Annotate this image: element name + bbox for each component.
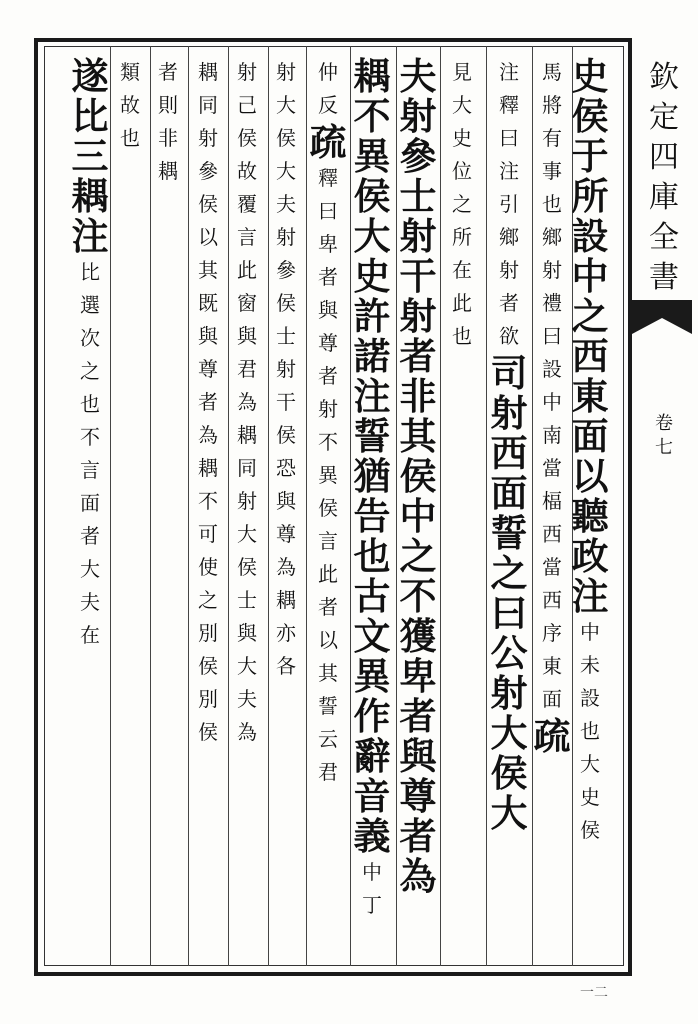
text-char: 注 — [353, 374, 391, 418]
text-char: 大 — [237, 522, 257, 546]
text-char: 其 — [318, 661, 338, 685]
text-column — [234, 56, 260, 749]
text-char: 大 — [580, 752, 600, 776]
text-column — [352, 56, 392, 922]
text-char: 疏 — [309, 120, 347, 164]
text-char: 異 — [353, 134, 391, 178]
text-char: 者 — [399, 694, 437, 738]
text-char: 也 — [580, 719, 600, 743]
text-char: 有 — [542, 126, 562, 150]
text-char: 聽 — [571, 494, 609, 538]
text-char: 同 — [237, 456, 257, 480]
column-rule — [150, 46, 151, 966]
text-char: 大 — [276, 159, 296, 183]
text-char: 者 — [499, 291, 519, 315]
text-char: 窗 — [237, 291, 257, 315]
text-char: 于 — [571, 134, 609, 178]
text-char: 序 — [542, 621, 562, 645]
text-char: 士 — [399, 174, 437, 218]
text-char: 言 — [237, 225, 257, 249]
text-char: 釋 — [499, 93, 519, 117]
title-char: 欽 — [649, 60, 679, 95]
text-char: 射 — [276, 225, 296, 249]
text-char: 注 — [571, 574, 609, 618]
column-rule — [350, 46, 351, 966]
column-rule — [532, 46, 533, 966]
text-char: 參 — [198, 159, 218, 183]
text-char: 侯 — [237, 555, 257, 579]
text-char: 射 — [318, 397, 338, 421]
text-char: 大 — [490, 791, 528, 835]
text-char: 干 — [399, 254, 437, 298]
text-char: 告 — [353, 494, 391, 538]
text-char: 之 — [571, 294, 609, 338]
text-char: 此 — [237, 258, 257, 282]
title-char: 書 — [649, 260, 679, 295]
text-char: 疏 — [533, 714, 571, 758]
text-char: 不 — [80, 425, 100, 449]
text-char: 大 — [452, 93, 472, 117]
text-char: 在 — [452, 258, 472, 282]
text-char: 夫 — [276, 192, 296, 216]
juan-label — [644, 412, 684, 460]
text-column — [155, 56, 181, 188]
text-char: 鄉 — [542, 225, 562, 249]
text-char: 選 — [80, 293, 100, 317]
text-char: 射 — [490, 671, 528, 715]
text-char: 參 — [399, 134, 437, 178]
text-char: 侯 — [318, 496, 338, 520]
text-char: 欲 — [499, 324, 519, 348]
text-char: 之 — [80, 359, 100, 383]
text-char: 夫 — [80, 590, 100, 614]
text-char: 東 — [571, 374, 609, 418]
text-char: 大 — [237, 654, 257, 678]
text-char: 卑 — [318, 232, 338, 256]
text-char: 史 — [452, 126, 472, 150]
text-char: 釋 — [318, 166, 338, 190]
text-char: 當 — [542, 555, 562, 579]
text-char: 大 — [353, 214, 391, 258]
text-char: 別 — [198, 687, 218, 711]
text-char: 士 — [276, 324, 296, 348]
text-char: 曰 — [490, 591, 528, 635]
text-char: 侯 — [276, 423, 296, 447]
text-char: 之 — [198, 588, 218, 612]
text-char: 與 — [198, 324, 218, 348]
left-margin-marks — [6, 60, 26, 960]
text-char: 其 — [198, 258, 218, 282]
text-char: 可 — [198, 522, 218, 546]
text-char: 西 — [542, 522, 562, 546]
text-char: 曰 — [318, 199, 338, 223]
text-char: 夫 — [237, 687, 257, 711]
text-char: 之 — [490, 551, 528, 595]
column-rule — [268, 46, 269, 966]
text-char: 誓 — [490, 511, 528, 555]
text-char: 不 — [353, 94, 391, 138]
text-char: 其 — [399, 414, 437, 458]
text-char: 之 — [399, 534, 437, 578]
text-char: 引 — [499, 192, 519, 216]
text-char: 參 — [276, 258, 296, 282]
text-char: 射 — [276, 60, 296, 84]
text-char: 射 — [276, 357, 296, 381]
text-char: 公 — [490, 631, 528, 675]
text-char: 使 — [198, 555, 218, 579]
text-char: 君 — [318, 760, 338, 784]
text-char: 未 — [580, 653, 600, 677]
text-char: 面 — [490, 471, 528, 515]
text-char: 侯 — [198, 720, 218, 744]
text-char: 射 — [198, 126, 218, 150]
text-column — [533, 56, 571, 758]
text-char: 耦 — [71, 174, 109, 218]
text-char: 將 — [542, 93, 562, 117]
text-column — [195, 56, 221, 749]
text-char: 同 — [198, 93, 218, 117]
text-char: 也 — [452, 324, 472, 348]
text-char: 耦 — [198, 456, 218, 480]
text-char: 射 — [237, 60, 257, 84]
text-char: 尊 — [318, 331, 338, 355]
text-char: 異 — [353, 654, 391, 698]
text-char: 者 — [318, 595, 338, 619]
text-char: 侯 — [399, 454, 437, 498]
text-char: 西 — [490, 431, 528, 475]
text-char: 曰 — [499, 126, 519, 150]
text-char: 夫 — [399, 54, 437, 98]
book-title — [642, 58, 686, 298]
text-char: 此 — [452, 291, 472, 315]
text-char: 與 — [399, 734, 437, 778]
text-char: 侯 — [198, 192, 218, 216]
text-column — [117, 56, 143, 155]
text-char: 曰 — [542, 324, 562, 348]
text-char: 不 — [198, 489, 218, 513]
text-char: 之 — [452, 192, 472, 216]
text-char: 耦 — [158, 159, 178, 183]
text-char: 辭 — [353, 734, 391, 778]
juan-char: 七 — [655, 437, 673, 458]
text-char: 大 — [80, 557, 100, 581]
text-char: 設 — [580, 686, 600, 710]
text-char: 也 — [542, 192, 562, 216]
text-char: 者 — [318, 364, 338, 388]
text-char: 音 — [353, 774, 391, 818]
text-char: 故 — [120, 93, 140, 117]
text-char: 射 — [499, 258, 519, 282]
text-char: 西 — [542, 588, 562, 612]
text-char: 中 — [542, 390, 562, 414]
text-char: 各 — [276, 654, 296, 678]
text-char: 史 — [353, 254, 391, 298]
column-rule — [110, 46, 111, 966]
text-char: 設 — [571, 214, 609, 258]
text-char: 卑 — [399, 654, 437, 698]
text-char: 為 — [237, 720, 257, 744]
text-char: 注 — [499, 159, 519, 183]
text-char: 尊 — [198, 357, 218, 381]
fish-tail-icon — [632, 300, 692, 334]
text-char: 射 — [399, 214, 437, 258]
text-char: 干 — [276, 390, 296, 414]
text-char: 言 — [80, 458, 100, 482]
text-char: 者 — [399, 814, 437, 858]
text-char: 比 — [80, 260, 100, 284]
text-char: 類 — [120, 60, 140, 84]
text-char: 射 — [490, 391, 528, 435]
text-char: 射 — [542, 258, 562, 282]
text-char: 三 — [71, 134, 109, 178]
text-char: 射 — [399, 294, 437, 338]
text-char: 侯 — [237, 126, 257, 150]
text-column — [449, 56, 475, 353]
text-char: 作 — [353, 694, 391, 738]
text-column — [70, 56, 110, 652]
column-rule — [486, 46, 487, 966]
text-char: 為 — [198, 423, 218, 447]
text-char: 以 — [318, 628, 338, 652]
text-char: 侯 — [276, 291, 296, 315]
text-char: 此 — [318, 562, 338, 586]
text-char: 注 — [499, 60, 519, 84]
text-char: 為 — [399, 854, 437, 898]
text-char: 耦 — [198, 60, 218, 84]
text-char: 諾 — [353, 334, 391, 378]
text-char: 史 — [580, 785, 600, 809]
text-column — [309, 56, 347, 789]
juan-char: 卷 — [655, 413, 673, 434]
text-char: 獲 — [399, 614, 437, 658]
text-column — [273, 56, 299, 683]
text-char: 丁 — [362, 893, 382, 917]
text-char: 者 — [158, 60, 178, 84]
text-char: 尊 — [276, 522, 296, 546]
text-char: 侯 — [198, 654, 218, 678]
text-char: 射 — [399, 94, 437, 138]
text-char: 則 — [158, 93, 178, 117]
text-char: 史 — [571, 54, 609, 98]
title-char: 全 — [649, 220, 679, 255]
text-char: 誓 — [318, 694, 338, 718]
text-char: 遂 — [71, 54, 109, 98]
text-char: 所 — [452, 225, 472, 249]
text-char: 尊 — [399, 774, 437, 818]
text-char: 南 — [542, 423, 562, 447]
text-char: 反 — [318, 93, 338, 117]
text-char: 侯 — [580, 818, 600, 842]
text-char: 云 — [318, 727, 338, 751]
text-char: 射 — [237, 489, 257, 513]
column-rule — [306, 46, 307, 966]
text-char: 也 — [120, 126, 140, 150]
text-char: 別 — [198, 621, 218, 645]
text-char: 覆 — [237, 192, 257, 216]
text-char: 者 — [80, 524, 100, 548]
text-char: 亦 — [276, 621, 296, 645]
column-rule — [440, 46, 441, 966]
text-char: 馬 — [542, 60, 562, 84]
text-char: 大 — [490, 711, 528, 755]
text-char: 位 — [452, 159, 472, 183]
text-char: 面 — [571, 414, 609, 458]
text-char: 文 — [353, 614, 391, 658]
title-char: 定 — [649, 100, 679, 135]
text-char: 見 — [452, 60, 472, 84]
text-column — [398, 56, 438, 896]
text-char: 非 — [158, 126, 178, 150]
text-char: 以 — [571, 454, 609, 498]
text-column — [570, 56, 610, 847]
text-char: 耦 — [237, 423, 257, 447]
text-char: 為 — [276, 555, 296, 579]
text-char: 君 — [237, 357, 257, 381]
page-mark: 一二 — [580, 985, 608, 1001]
text-char: 次 — [80, 326, 100, 350]
text-char: 楅 — [542, 489, 562, 513]
text-char: 中 — [580, 620, 600, 644]
text-char: 義 — [353, 814, 391, 858]
text-char: 與 — [276, 489, 296, 513]
text-char: 中 — [362, 860, 382, 884]
text-char: 所 — [571, 174, 609, 218]
text-char: 與 — [237, 621, 257, 645]
text-char: 故 — [237, 159, 257, 183]
text-char: 耦 — [276, 588, 296, 612]
text-char: 言 — [318, 529, 338, 553]
text-char: 恐 — [276, 456, 296, 480]
text-char: 侯 — [353, 174, 391, 218]
text-char: 注 — [71, 214, 109, 258]
text-char: 猶 — [353, 454, 391, 498]
text-char: 面 — [542, 687, 562, 711]
text-char: 以 — [198, 225, 218, 249]
text-char: 者 — [399, 334, 437, 378]
text-char: 不 — [318, 430, 338, 454]
text-char: 非 — [399, 374, 437, 418]
text-char: 侯 — [571, 94, 609, 138]
text-char: 也 — [80, 392, 100, 416]
text-char: 侯 — [490, 751, 528, 795]
text-char: 仲 — [318, 60, 338, 84]
text-char: 西 — [571, 334, 609, 378]
title-char: 庫 — [649, 180, 679, 215]
text-column — [490, 56, 528, 835]
text-char: 比 — [71, 94, 109, 138]
text-char: 面 — [80, 491, 100, 515]
column-rule — [228, 46, 229, 966]
text-char: 不 — [399, 574, 437, 618]
text-char: 司 — [490, 351, 528, 395]
text-char: 為 — [237, 390, 257, 414]
text-char: 誓 — [353, 414, 391, 458]
text-char: 古 — [353, 574, 391, 618]
text-char: 設 — [542, 357, 562, 381]
text-char: 大 — [276, 93, 296, 117]
text-char: 東 — [542, 654, 562, 678]
text-char: 既 — [198, 291, 218, 315]
text-char: 異 — [318, 463, 338, 487]
text-char: 禮 — [542, 291, 562, 315]
text-char: 在 — [80, 623, 100, 647]
text-char: 己 — [237, 93, 257, 117]
text-char: 也 — [353, 534, 391, 578]
text-char: 政 — [571, 534, 609, 578]
text-char: 許 — [353, 294, 391, 338]
text-char: 中 — [571, 254, 609, 298]
text-char: 當 — [542, 456, 562, 480]
text-char: 與 — [237, 324, 257, 348]
text-char: 士 — [237, 588, 257, 612]
text-char: 中 — [399, 494, 437, 538]
text-char: 鄉 — [499, 225, 519, 249]
text-char: 事 — [542, 159, 562, 183]
title-char: 四 — [649, 140, 679, 175]
column-rule — [188, 46, 189, 966]
text-char: 者 — [318, 265, 338, 289]
text-char: 侯 — [276, 126, 296, 150]
text-char: 者 — [198, 390, 218, 414]
text-char: 與 — [318, 298, 338, 322]
column-rule — [396, 46, 397, 966]
text-char: 耦 — [353, 54, 391, 98]
